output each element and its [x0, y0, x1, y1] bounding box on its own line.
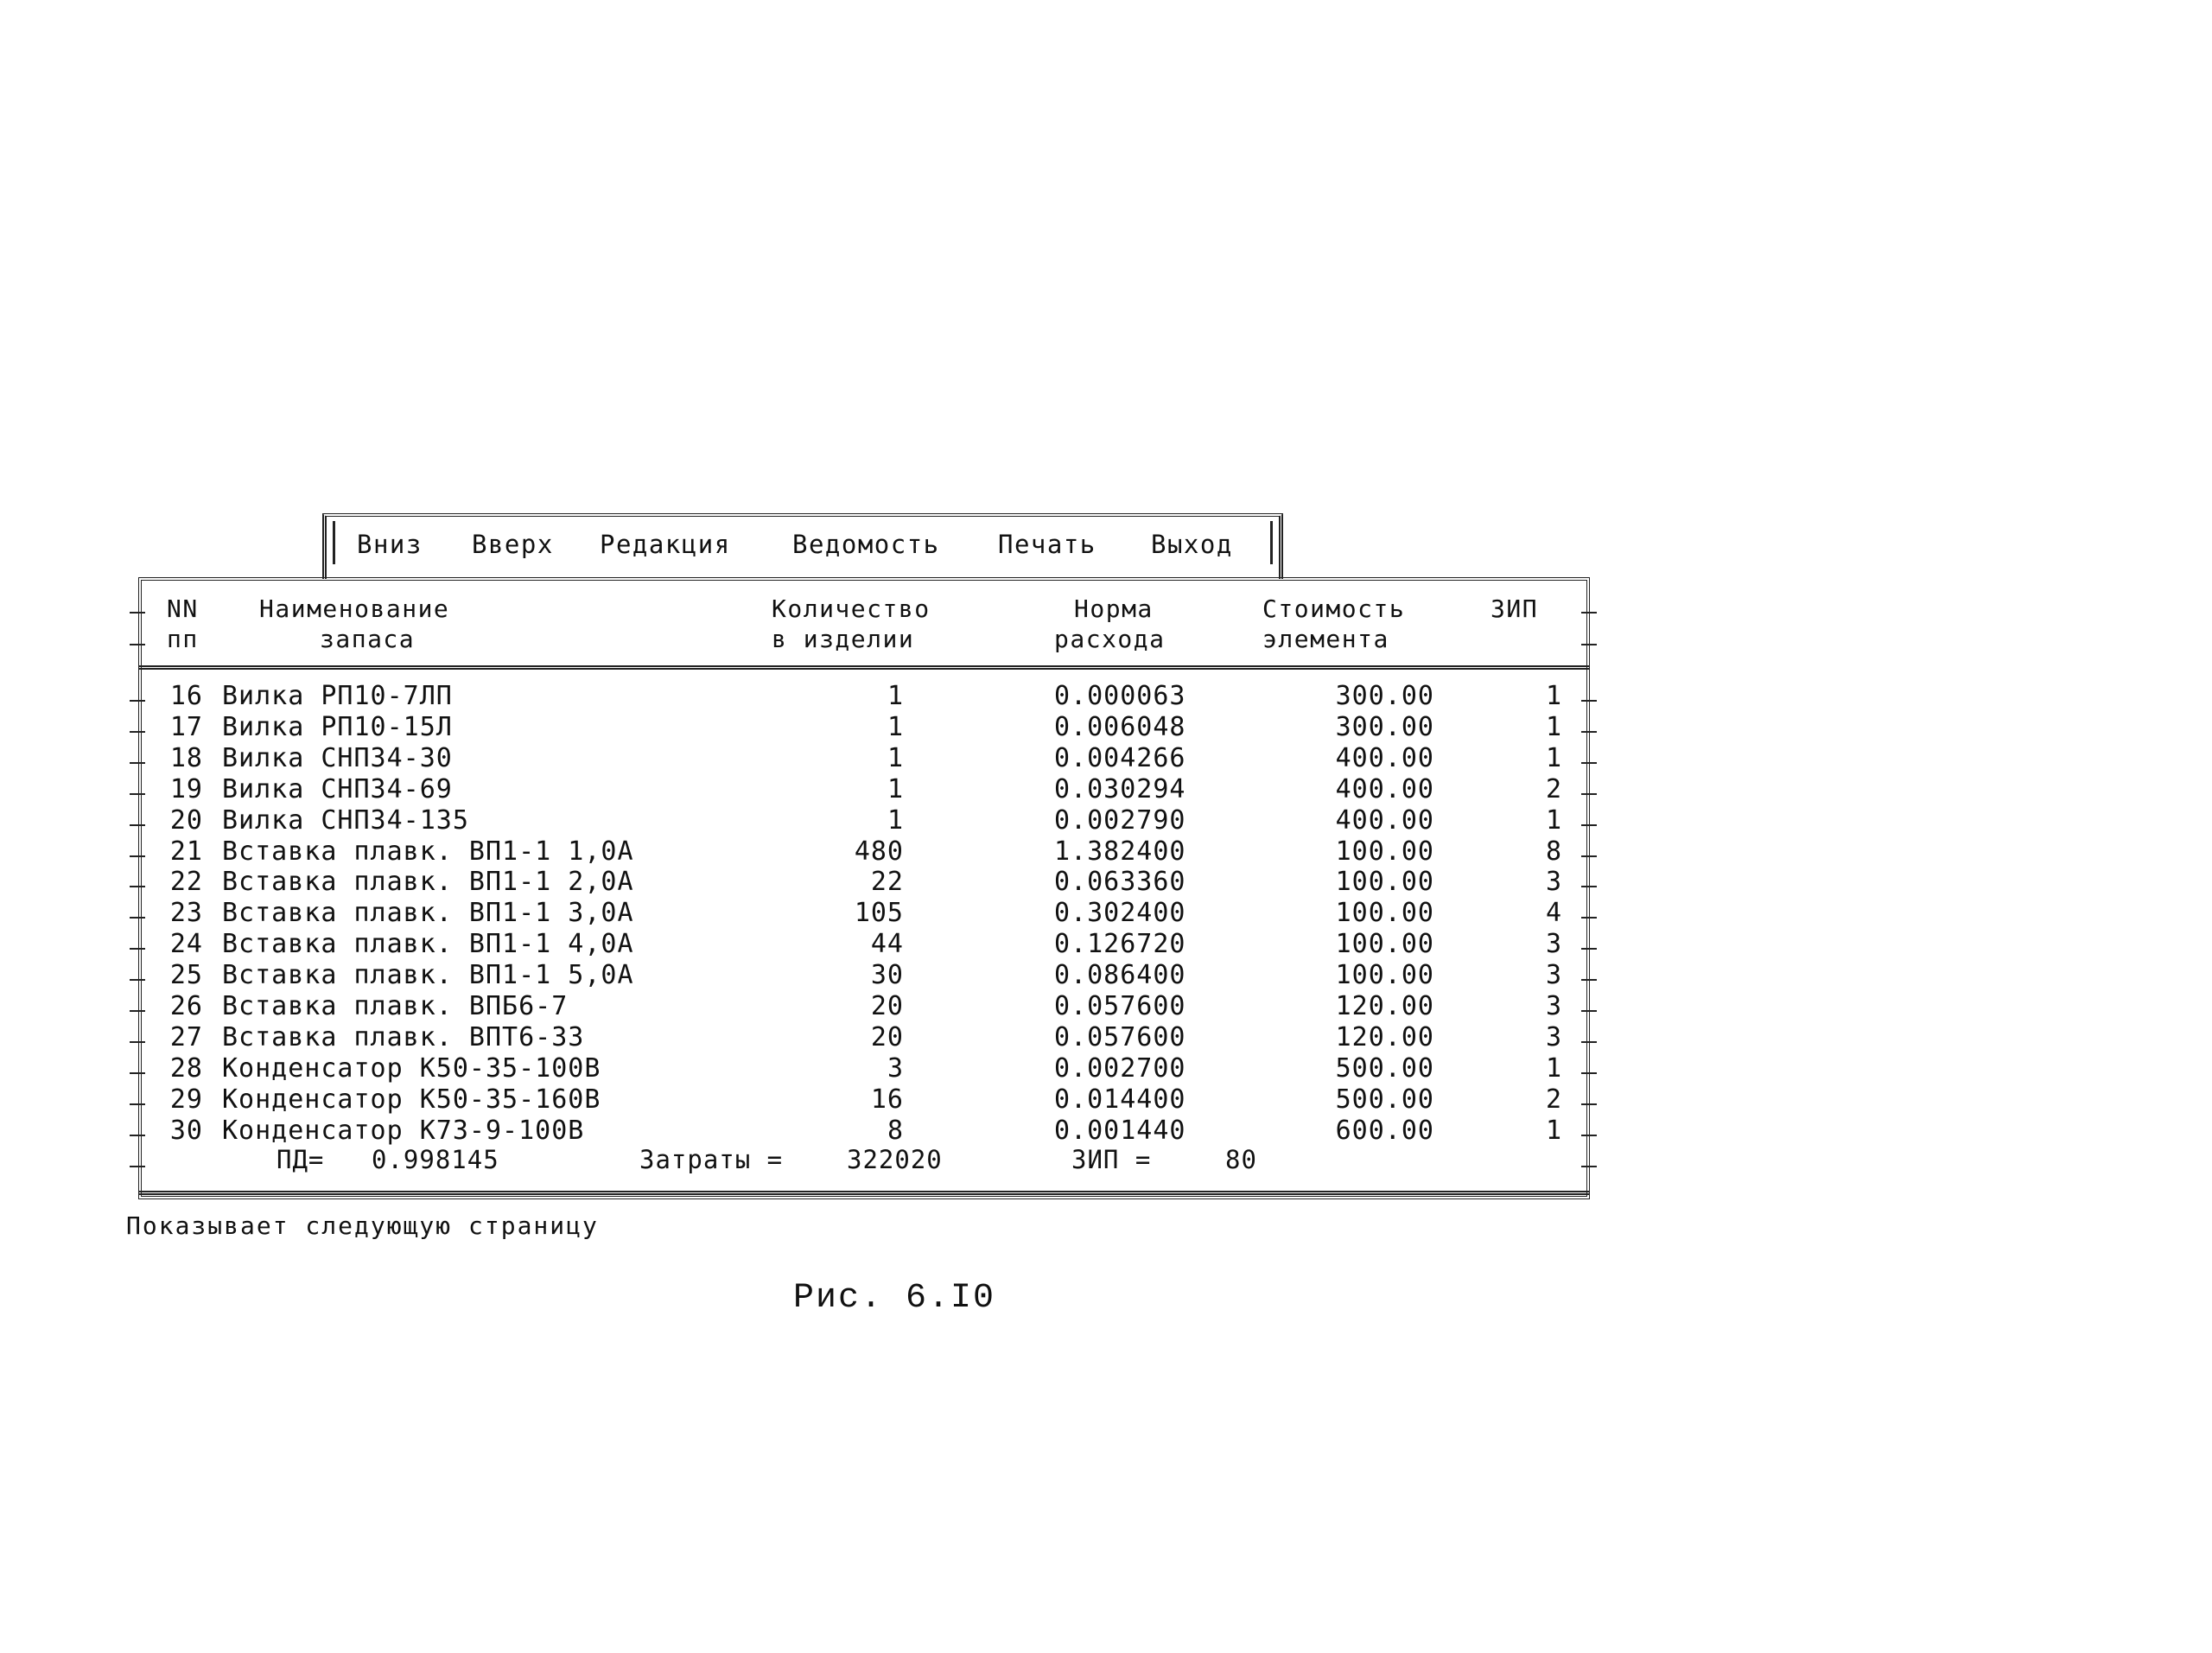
- summary-row: [0, 1145, 2212, 1176]
- cell-cost: 300.00: [1335, 681, 1434, 711]
- table-row[interactable]: [0, 867, 2212, 898]
- cell-zip: 1: [1545, 681, 1562, 711]
- header-name: Наименование: [259, 594, 450, 623]
- pd-label: ПД=: [276, 1145, 325, 1174]
- status-line: Показывает следующую страницу: [126, 1211, 599, 1240]
- cell-qty: 22: [870, 867, 904, 897]
- header-separator: [138, 665, 1590, 670]
- cell-cost: 100.00: [1335, 929, 1434, 959]
- header-zip: ЗИП: [1491, 594, 1539, 623]
- header-norm-sub: расхода: [1054, 625, 1166, 653]
- cell-nn: 26: [169, 991, 203, 1021]
- header-qty: Количество: [772, 594, 931, 623]
- header-name-sub: запаса: [320, 625, 416, 653]
- cell-nn: 23: [169, 898, 203, 928]
- table-row[interactable]: [0, 836, 2212, 868]
- cell-name: Вставка плавк. ВП1-1 1,0А: [222, 836, 634, 867]
- menu-item-down[interactable]: Вниз: [357, 530, 423, 559]
- cell-norm: 0.004266: [1054, 743, 1186, 773]
- frame-tick-left: [130, 762, 145, 764]
- cell-zip: 8: [1545, 836, 1562, 867]
- cell-cost: 100.00: [1335, 960, 1434, 990]
- table-row[interactable]: [0, 712, 2212, 743]
- frame-tick-left: [130, 731, 145, 733]
- table-row[interactable]: [0, 991, 2212, 1022]
- cell-nn: 20: [169, 805, 203, 836]
- table-row[interactable]: [0, 960, 2212, 991]
- table-row[interactable]: [0, 805, 2212, 836]
- frame-tick-left: [130, 855, 145, 857]
- table-row[interactable]: [0, 898, 2212, 929]
- header-norm: Норма: [1074, 594, 1154, 623]
- cell-zip: 1: [1545, 805, 1562, 836]
- table-row[interactable]: [0, 681, 2212, 712]
- cell-nn: 19: [169, 774, 203, 804]
- frame-tick-left: [130, 1135, 145, 1136]
- cell-cost: 100.00: [1335, 836, 1434, 867]
- frame-tick-right: [1581, 1010, 1597, 1012]
- frame-tick-right: [1581, 793, 1597, 795]
- cell-qty: 1: [887, 743, 904, 773]
- frame-tick-right: [1581, 855, 1597, 857]
- frame-tick-right: [1581, 917, 1597, 919]
- frame-tick-right: [1581, 731, 1597, 733]
- cost-total-value: 322020: [847, 1145, 943, 1174]
- cell-norm: 0.057600: [1054, 991, 1186, 1021]
- menu-item-edit[interactable]: Редакция: [600, 530, 731, 559]
- figure-caption: Рис. 6.I0: [793, 1279, 996, 1318]
- frame-tick-left: [130, 1041, 145, 1043]
- cell-norm: 0.000063: [1054, 681, 1186, 711]
- pd-value: 0.998145: [372, 1145, 499, 1174]
- cell-cost: 400.00: [1335, 774, 1434, 804]
- frame-tick-left: [130, 886, 145, 887]
- cell-nn: 28: [169, 1053, 203, 1084]
- cell-norm: 0.002790: [1054, 805, 1186, 836]
- cell-qty: 20: [870, 991, 904, 1021]
- cell-zip: 3: [1545, 867, 1562, 897]
- cell-qty: 480: [854, 836, 904, 867]
- frame-tick-right: [1581, 1166, 1597, 1167]
- frame-tick-right: [1581, 1072, 1597, 1074]
- cell-nn: 27: [169, 1022, 203, 1052]
- cell-nn: 17: [169, 712, 203, 742]
- cell-norm: 0.057600: [1054, 1022, 1186, 1052]
- table-row[interactable]: [0, 1116, 2212, 1147]
- menu-bar: [333, 521, 1273, 564]
- cell-zip: 1: [1545, 712, 1562, 742]
- cell-cost: 120.00: [1335, 1022, 1434, 1052]
- menu-item-exit[interactable]: Выход: [1151, 530, 1233, 559]
- frame-tick-left: [130, 948, 145, 950]
- table-row[interactable]: [0, 743, 2212, 774]
- frame-tick-left: [130, 1072, 145, 1074]
- cell-qty: 8: [887, 1116, 904, 1146]
- cell-cost: 100.00: [1335, 898, 1434, 928]
- frame-tick-left: [130, 1103, 145, 1105]
- cell-zip: 1: [1545, 1053, 1562, 1084]
- table-row[interactable]: [0, 1022, 2212, 1053]
- frame-tick-left: [130, 700, 145, 702]
- frame-tick-right: [1581, 824, 1597, 826]
- cell-name: Вставка плавк. ВП1-1 5,0А: [222, 960, 634, 990]
- cell-qty: 30: [870, 960, 904, 990]
- cell-qty: 44: [870, 929, 904, 959]
- cell-name: Вставка плавк. ВП1-1 2,0А: [222, 867, 634, 897]
- frame-tick-right: [1581, 1041, 1597, 1043]
- frame-tick-left: [130, 793, 145, 795]
- frame-tick-left: [130, 612, 145, 614]
- cell-nn: 22: [169, 867, 203, 897]
- header-nn-sub: пп: [167, 625, 199, 653]
- cell-cost: 500.00: [1335, 1053, 1434, 1084]
- cell-zip: 1: [1545, 1116, 1562, 1146]
- cell-nn: 30: [169, 1116, 203, 1146]
- frame-tick-left: [130, 1010, 145, 1012]
- header-cost: Стоимость: [1262, 594, 1406, 623]
- cell-zip: 2: [1545, 774, 1562, 804]
- cell-cost: 120.00: [1335, 991, 1434, 1021]
- cell-qty: 20: [870, 1022, 904, 1052]
- frame-tick-left: [130, 644, 145, 645]
- frame-tick-left: [130, 979, 145, 981]
- cell-norm: 0.006048: [1054, 712, 1186, 742]
- cell-name: Вставка плавк. ВП1-1 3,0А: [222, 898, 634, 928]
- frame-tick-right: [1581, 886, 1597, 887]
- cell-cost: 300.00: [1335, 712, 1434, 742]
- zip-total-value: 80: [1225, 1145, 1257, 1174]
- cell-norm: 0.063360: [1054, 867, 1186, 897]
- cell-nn: 21: [169, 836, 203, 867]
- cell-qty: 3: [887, 1053, 904, 1084]
- frame-tick-right: [1581, 612, 1597, 614]
- table-row[interactable]: [0, 929, 2212, 960]
- cell-nn: 24: [169, 929, 203, 959]
- frame-tick-right: [1581, 1103, 1597, 1105]
- cell-nn: 18: [169, 743, 203, 773]
- frame-tick-left: [130, 1166, 145, 1167]
- cell-zip: 4: [1545, 898, 1562, 928]
- frame-tick-left: [130, 917, 145, 919]
- frame-tick-left: [130, 824, 145, 826]
- cell-norm: 1.382400: [1054, 836, 1186, 867]
- cost-total-label: Затраты =: [639, 1145, 784, 1174]
- cell-nn: 29: [169, 1084, 203, 1115]
- cell-norm: 0.030294: [1054, 774, 1186, 804]
- cell-cost: 400.00: [1335, 743, 1434, 773]
- cell-name: Конденсатор К50-35-100В: [222, 1053, 601, 1084]
- cell-name: Вилка СНП34-30: [222, 743, 453, 773]
- cell-name: Вилка СНП34-69: [222, 774, 453, 804]
- cell-zip: 1: [1545, 743, 1562, 773]
- cell-norm: 0.086400: [1054, 960, 1186, 990]
- cell-norm: 0.126720: [1054, 929, 1186, 959]
- menu-item-up[interactable]: Вверх: [472, 530, 554, 559]
- frame-tick-right: [1581, 1135, 1597, 1136]
- cell-zip: 3: [1545, 929, 1562, 959]
- table-row[interactable]: [0, 1084, 2212, 1116]
- frame-tick-right: [1581, 644, 1597, 645]
- cell-name: Вставка плавк. ВПБ6-7: [222, 991, 569, 1021]
- cell-qty: 1: [887, 681, 904, 711]
- menu-item-print[interactable]: Печать: [998, 530, 1096, 559]
- table-row[interactable]: [0, 774, 2212, 805]
- frame-tick-right: [1581, 979, 1597, 981]
- header-qty-sub: в изделии: [772, 625, 915, 653]
- cell-qty: 105: [854, 898, 904, 928]
- cell-norm: 0.002700: [1054, 1053, 1186, 1084]
- cell-norm: 0.014400: [1054, 1084, 1186, 1115]
- cell-qty: 16: [870, 1084, 904, 1115]
- table-row[interactable]: [0, 1053, 2212, 1084]
- header-nn: NN: [167, 594, 199, 623]
- cell-cost: 500.00: [1335, 1084, 1434, 1115]
- cell-qty: 1: [887, 805, 904, 836]
- cell-name: Вилка РП10-15Л: [222, 712, 453, 742]
- cell-zip: 3: [1545, 991, 1562, 1021]
- menu-item-statement[interactable]: Ведомость: [792, 530, 940, 559]
- frame-tick-right: [1581, 948, 1597, 950]
- cell-zip: 3: [1545, 1022, 1562, 1052]
- cell-qty: 1: [887, 712, 904, 742]
- cell-name: Вставка плавк. ВП1-1 4,0А: [222, 929, 634, 959]
- cell-cost: 100.00: [1335, 867, 1434, 897]
- frame-tick-right: [1581, 700, 1597, 702]
- cell-name: Вилка СНП34-135: [222, 805, 469, 836]
- cell-name: Вставка плавк. ВПТ6-33: [222, 1022, 585, 1052]
- footer-separator: [138, 1191, 1590, 1195]
- cell-nn: 16: [169, 681, 203, 711]
- cell-norm: 0.302400: [1054, 898, 1186, 928]
- cell-qty: 1: [887, 774, 904, 804]
- cell-name: Конденсатор К50-35-160В: [222, 1084, 601, 1115]
- frame-tick-right: [1581, 762, 1597, 764]
- cell-cost: 600.00: [1335, 1116, 1434, 1146]
- cell-zip: 2: [1545, 1084, 1562, 1115]
- cell-nn: 25: [169, 960, 203, 990]
- cell-zip: 3: [1545, 960, 1562, 990]
- cell-name: Вилка РП10-7ЛП: [222, 681, 453, 711]
- cell-name: Конденсатор К73-9-100В: [222, 1116, 585, 1146]
- cell-norm: 0.001440: [1054, 1116, 1186, 1146]
- zip-total-label: ЗИП =: [1071, 1145, 1152, 1174]
- header-cost-sub: элемента: [1262, 625, 1389, 653]
- cell-cost: 400.00: [1335, 805, 1434, 836]
